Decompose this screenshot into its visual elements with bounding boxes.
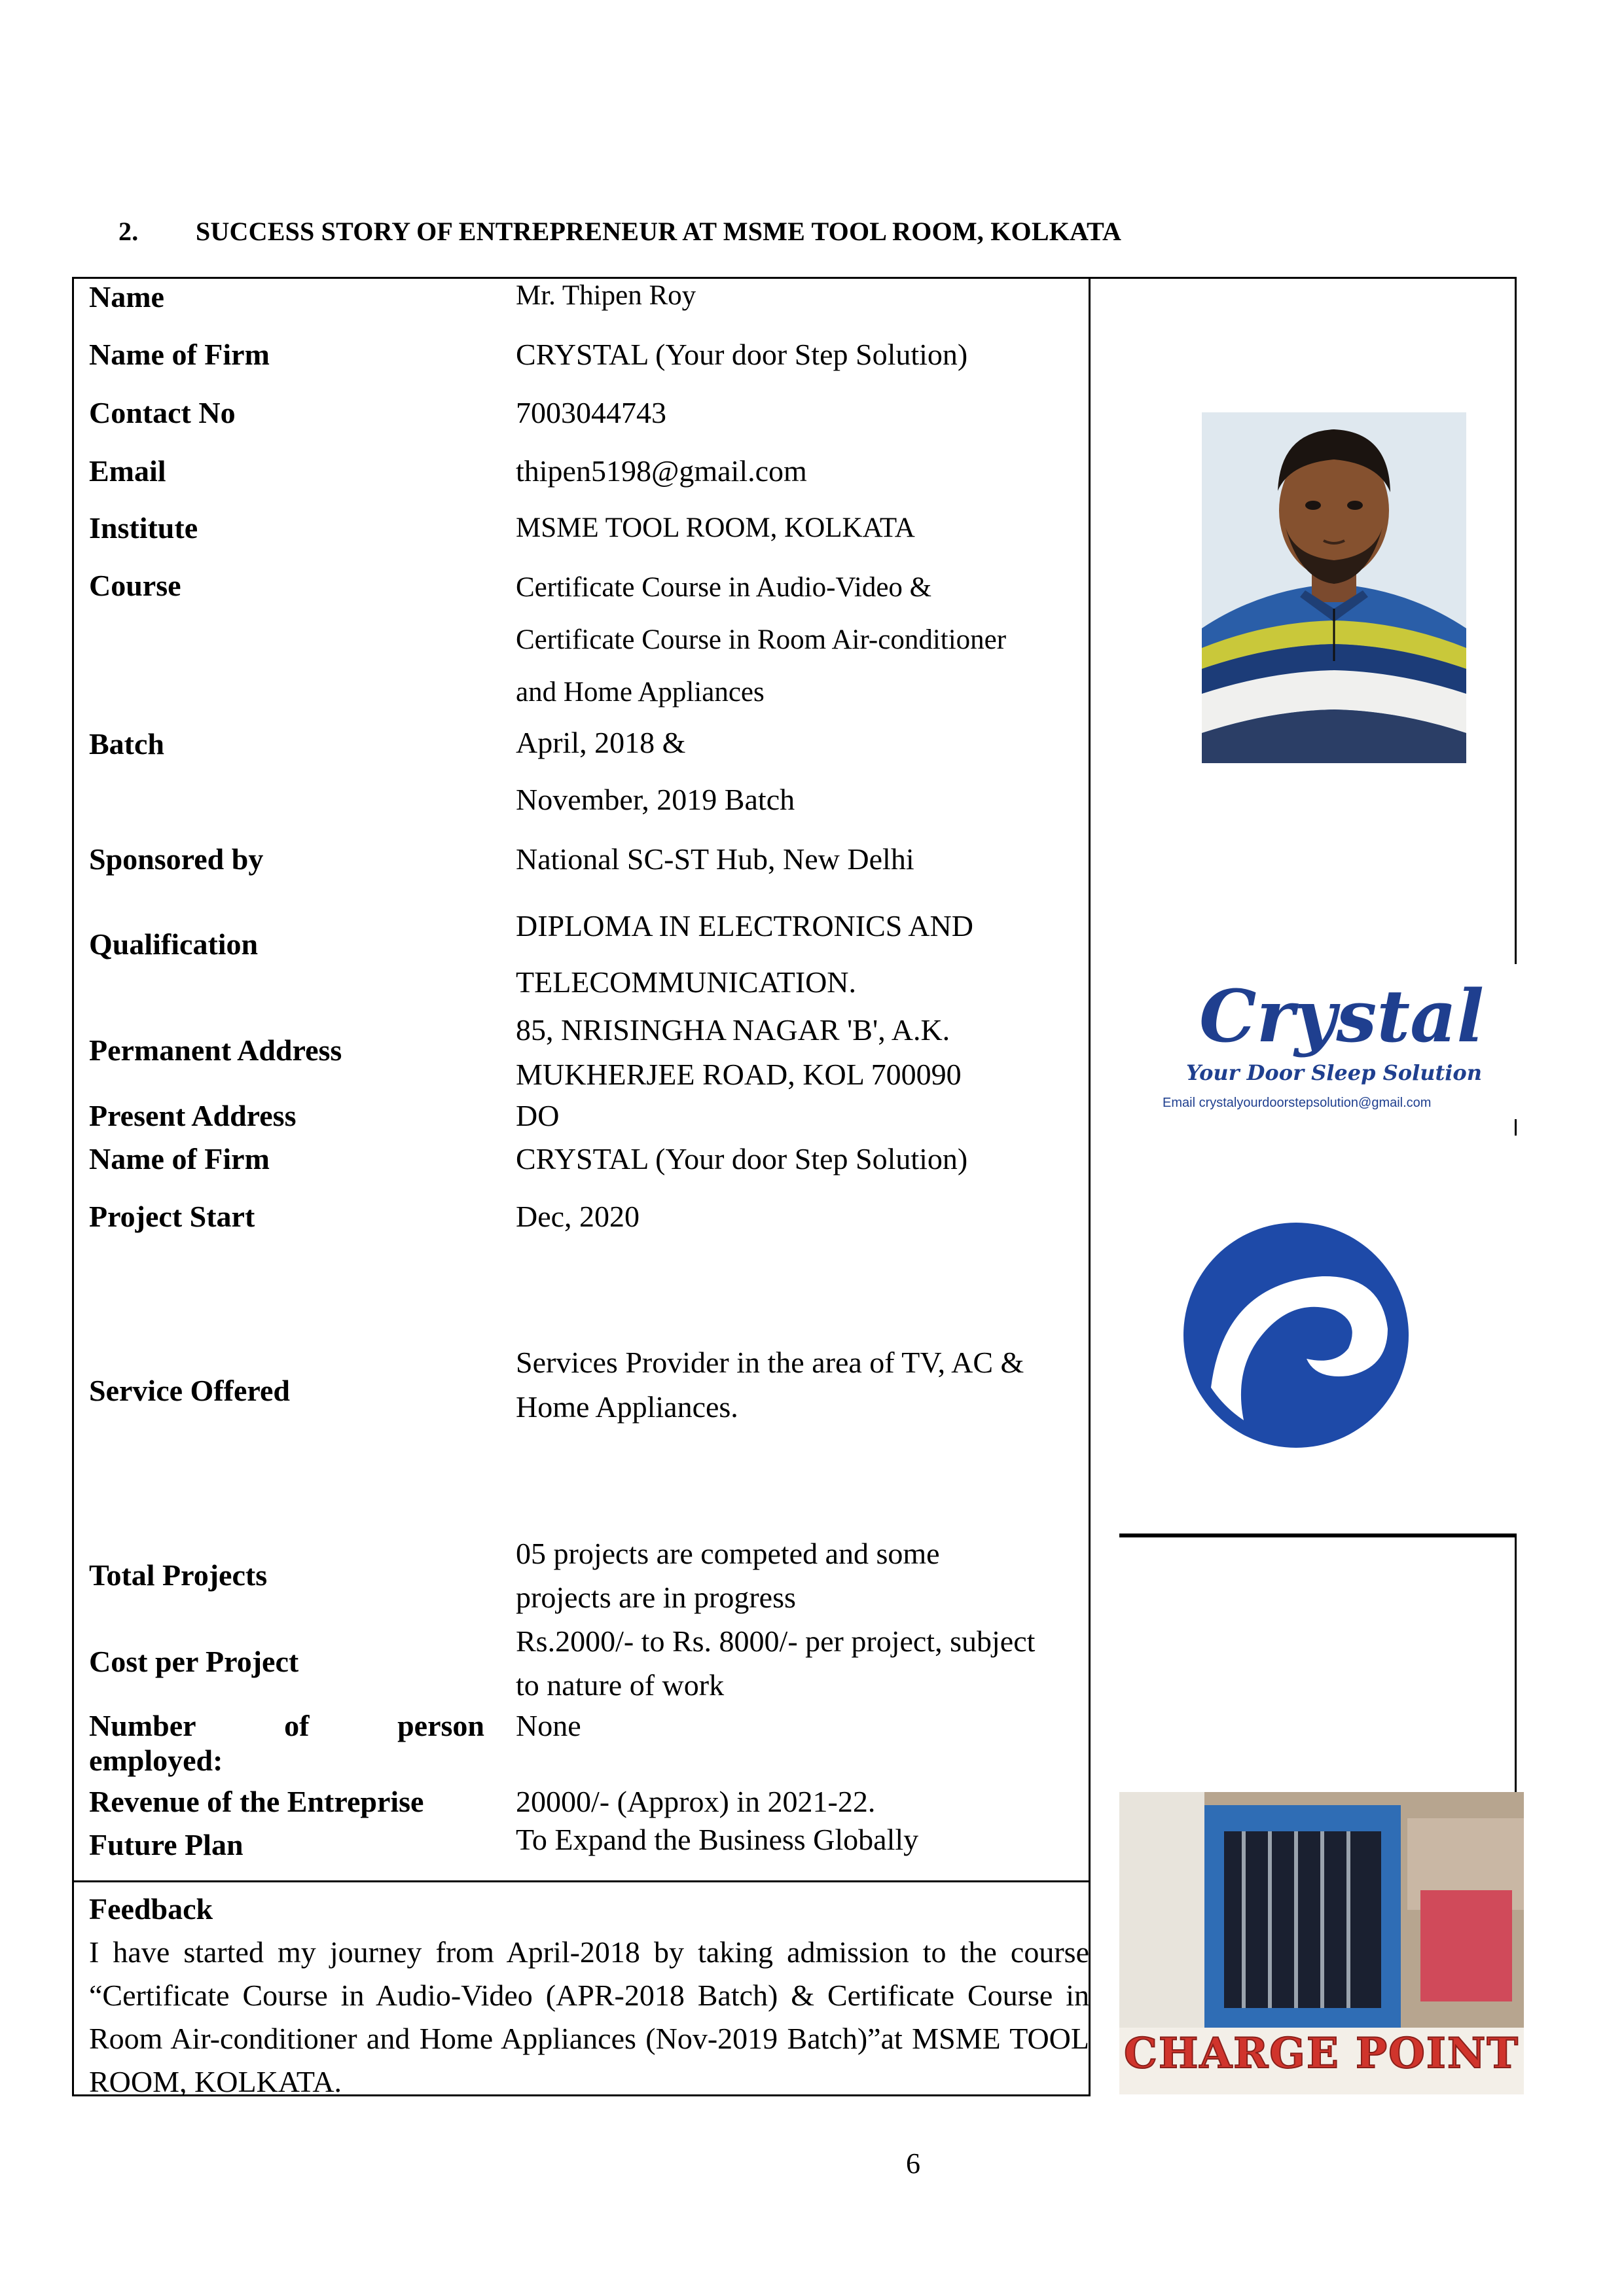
service-value [516, 1340, 1024, 1429]
employed-label-line2: employed: [89, 1744, 223, 1777]
shop-sign: CHARGE POINT [1124, 2029, 1519, 2078]
present-address-value: DO [516, 1099, 560, 1132]
section-heading [118, 216, 1121, 247]
emblem-icon [1172, 1204, 1420, 1466]
contact-value: 7003044743 [516, 396, 666, 429]
company-emblem-logo [1172, 1204, 1420, 1466]
future-plan-value: To Expand the Business Globally [516, 1823, 919, 1856]
feedback-title: Feedback [89, 1892, 213, 1926]
batch-line: November, 2019 Batch [516, 783, 795, 816]
revenue-value: 20000/- (Approx) in 2021-22. [516, 1785, 876, 1818]
batch-value [516, 721, 795, 821]
crystal-logo-brand: Crystal [1199, 974, 1485, 1058]
crystal-logo [1121, 967, 1513, 1124]
project-start-value: Dec, 2020 [516, 1200, 640, 1233]
name-value: Mr. Thipen Roy [516, 280, 696, 311]
firm2-value: CRYSTAL (Your door Step Solution) [516, 1142, 968, 1175]
crystal-logo-email: Email crystalyourdoorstepsolution@gmail.com [1163, 1096, 1432, 1110]
photo-column-right-border [1515, 277, 1517, 964]
total-projects-value [516, 1532, 940, 1619]
firm2-label: Name of Firm [89, 1142, 270, 1175]
institute-value: MSME TOOL ROOM, KOLKATA [516, 512, 915, 543]
firm-value: CRYSTAL (Your door Step Solution) [516, 338, 968, 371]
sponsored-value: National SC-ST Hub, New Delhi [516, 842, 914, 876]
total-projects-line: 05 projects are competed and some [516, 1537, 940, 1570]
institute-label: Institute [89, 511, 198, 545]
project-start-label: Project Start [89, 1200, 255, 1233]
service-line: Services Provider in the area of TV, AC & [516, 1346, 1024, 1379]
qualification-line: TELECOMMUNICATION. [516, 965, 857, 999]
batch-label: Batch [89, 727, 164, 761]
shop-photo [1119, 1792, 1524, 2094]
sponsored-label: Sponsored by [89, 842, 264, 876]
cost-line: Rs.2000/- to Rs. 8000/- per project, subject [516, 1624, 1036, 1658]
total-projects-line: projects are in progress [516, 1581, 796, 1614]
name-label: Name [89, 280, 164, 314]
course-label: Course [89, 569, 181, 602]
cost-label: Cost per Project [89, 1645, 299, 1678]
email-label: Email [89, 454, 166, 488]
photo-column-top-border [1089, 277, 1517, 279]
section-number: 2. [118, 217, 139, 246]
qualification-label: Qualification [89, 927, 259, 961]
course-value [516, 562, 1006, 719]
employed-label-line1 [89, 1708, 484, 1743]
email-value: thipen5198@gmail.com [516, 454, 807, 488]
employed-value: None [516, 1709, 581, 1742]
address-line: 85, NRISINGHA NAGAR 'B', A.K. [516, 1013, 950, 1047]
contact-label: Contact No [89, 396, 236, 429]
cost-line: to nature of work [516, 1668, 725, 1702]
entrepreneur-photo [1202, 412, 1466, 763]
present-address-label: Present Address [89, 1099, 297, 1132]
feedback-text: I have started my journey from April-2018 by taking admission to the course “Certificate Course in Audio-Video (APR-2018 Batch) & Certificate Course in Room Air-conditioner and Home Appliances (Nov-2019 Batch)”at MSME TOOL ROOM, KOLKATA. [89, 1935, 1089, 2098]
crystal-logo-tagline: Your Door Sleep Solution [1186, 1060, 1483, 1085]
employed-label [89, 1708, 484, 1778]
employed-word: Number [89, 1709, 196, 1742]
employed-word: person [397, 1709, 484, 1742]
page-number: 6 [906, 2147, 920, 2179]
address-line: MUKHERJEE ROAD, KOL 700090 [516, 1058, 962, 1091]
photo-column-right-border [1515, 1119, 1517, 1136]
batch-line: April, 2018 & [516, 726, 686, 759]
qualification-line: DIPLOMA IN ELECTRONICS AND [516, 909, 973, 942]
portrait-illustration [1202, 412, 1466, 763]
total-projects-label: Total Projects [89, 1558, 268, 1592]
permanent-address-label: Permanent Address [89, 1033, 342, 1067]
section-title: SUCCESS STORY OF ENTREPRENEUR AT MSME TOOL ROOM, KOLKATA [196, 217, 1122, 246]
photo-column-rule [1119, 1534, 1517, 1537]
cost-value [516, 1619, 1035, 1707]
employed-word: of [284, 1709, 310, 1742]
revenue-label: Revenue of the Entreprise [89, 1785, 424, 1818]
qualification-value [516, 898, 973, 1011]
permanent-address-value [516, 1008, 962, 1097]
future-plan-label: Future Plan [89, 1828, 244, 1861]
course-line: and Home Appliances [516, 677, 765, 708]
course-line: Certificate Course in Room Air-conditioner [516, 624, 1007, 655]
service-line: Home Appliances. [516, 1390, 738, 1424]
service-label: Service Offered [89, 1374, 290, 1407]
course-line: Certificate Course in Audio-Video & [516, 572, 932, 603]
firm-label: Name of Firm [89, 338, 270, 371]
